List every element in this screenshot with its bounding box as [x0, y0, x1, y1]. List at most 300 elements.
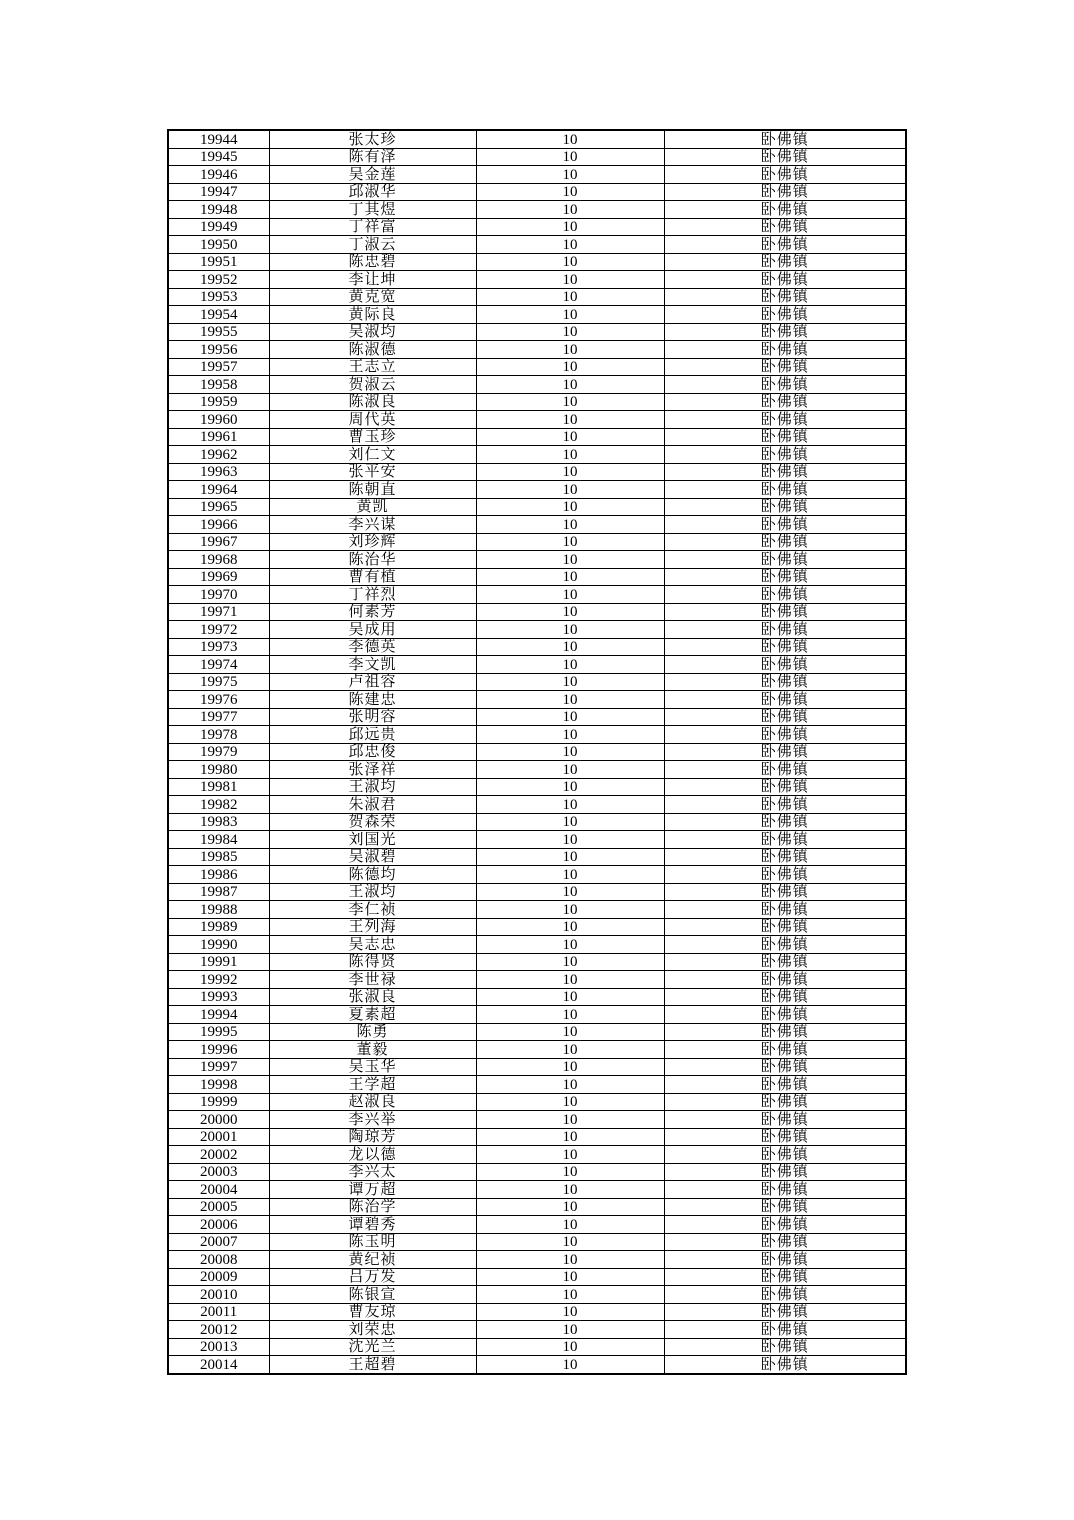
person-name-cell: 王学超: [269, 1076, 476, 1094]
table-row: [168, 1181, 906, 1199]
town-cell: 卧佛镇: [664, 1076, 906, 1094]
town-cell: 卧佛镇: [664, 253, 906, 271]
town-cell: 卧佛镇: [664, 1006, 906, 1024]
town-cell: 卧佛镇: [664, 463, 906, 481]
town-cell: 卧佛镇: [664, 516, 906, 534]
town-cell: 卧佛镇: [664, 1251, 906, 1269]
record-id-cell: 19999: [168, 1093, 269, 1111]
town-cell: 卧佛镇: [664, 656, 906, 674]
person-name-cell: 卢祖容: [269, 673, 476, 691]
table-row: [168, 1111, 906, 1129]
record-id-cell: 20014: [168, 1356, 269, 1374]
person-name-cell: 陈有泽: [269, 148, 476, 166]
table-row: [168, 1251, 906, 1269]
amount-cell: 10: [476, 1303, 664, 1321]
person-name-cell: 陈玉明: [269, 1233, 476, 1251]
amount-cell: 10: [476, 1338, 664, 1356]
amount-cell: 10: [476, 1356, 664, 1374]
person-name-cell: 何素芳: [269, 603, 476, 621]
person-name-cell: 陈朝直: [269, 481, 476, 499]
town-cell: 卧佛镇: [664, 201, 906, 219]
table-row: [168, 218, 906, 236]
table-row: [168, 1023, 906, 1041]
person-name-cell: 李兴举: [269, 1111, 476, 1129]
amount-cell: 10: [476, 708, 664, 726]
person-name-cell: 黄克宽: [269, 288, 476, 306]
amount-cell: 10: [476, 778, 664, 796]
table-row: [168, 1338, 906, 1356]
town-cell: 卧佛镇: [664, 1093, 906, 1111]
amount-cell: 10: [476, 691, 664, 709]
person-name-cell: 陈得贤: [269, 953, 476, 971]
record-id-cell: 19988: [168, 901, 269, 919]
town-cell: 卧佛镇: [664, 673, 906, 691]
amount-cell: 10: [476, 743, 664, 761]
record-id-cell: 19971: [168, 603, 269, 621]
table-row: [168, 603, 906, 621]
town-cell: 卧佛镇: [664, 586, 906, 604]
table-row: [168, 288, 906, 306]
town-cell: 卧佛镇: [664, 358, 906, 376]
table-row: [168, 673, 906, 691]
table-row: [168, 883, 906, 901]
town-cell: 卧佛镇: [664, 323, 906, 341]
amount-cell: 10: [476, 1321, 664, 1339]
town-cell: 卧佛镇: [664, 166, 906, 184]
person-name-cell: 王列海: [269, 918, 476, 936]
record-id-cell: 20006: [168, 1216, 269, 1234]
amount-cell: 10: [476, 551, 664, 569]
person-name-cell: 丁淑云: [269, 236, 476, 254]
table-row: [168, 1076, 906, 1094]
amount-cell: 10: [476, 726, 664, 744]
record-id-cell: 20004: [168, 1181, 269, 1199]
record-id-cell: 19966: [168, 516, 269, 534]
record-id-cell: 19957: [168, 358, 269, 376]
person-name-cell: 邱忠俊: [269, 743, 476, 761]
person-name-cell: 陈银宣: [269, 1286, 476, 1304]
table-row: [168, 1321, 906, 1339]
table-row: [168, 201, 906, 219]
record-id-cell: 19979: [168, 743, 269, 761]
record-id-cell: 19945: [168, 148, 269, 166]
town-cell: 卧佛镇: [664, 971, 906, 989]
table-row: [168, 166, 906, 184]
person-name-cell: 刘荣忠: [269, 1321, 476, 1339]
table-row: [168, 1163, 906, 1181]
person-name-cell: 谭万超: [269, 1181, 476, 1199]
amount-cell: 10: [476, 516, 664, 534]
amount-cell: 10: [476, 166, 664, 184]
table-row: [168, 656, 906, 674]
town-cell: 卧佛镇: [664, 953, 906, 971]
amount-cell: 10: [476, 936, 664, 954]
town-cell: 卧佛镇: [664, 621, 906, 639]
amount-cell: 10: [476, 883, 664, 901]
person-name-cell: 沈光兰: [269, 1338, 476, 1356]
record-id-cell: 19992: [168, 971, 269, 989]
table-row: [168, 411, 906, 429]
person-name-cell: 曹友琼: [269, 1303, 476, 1321]
table-row: [168, 1093, 906, 1111]
record-id-cell: 20012: [168, 1321, 269, 1339]
town-cell: 卧佛镇: [664, 568, 906, 586]
person-name-cell: 李世禄: [269, 971, 476, 989]
town-cell: 卧佛镇: [664, 376, 906, 394]
table-row: [168, 568, 906, 586]
table-row: [168, 1356, 906, 1374]
amount-cell: 10: [476, 621, 664, 639]
table-row: [168, 848, 906, 866]
town-cell: 卧佛镇: [664, 778, 906, 796]
table-row: [168, 901, 906, 919]
record-id-cell: 19967: [168, 533, 269, 551]
table-row: [168, 1058, 906, 1076]
record-id-cell: 19959: [168, 393, 269, 411]
record-id-cell: 19947: [168, 183, 269, 201]
record-id-cell: 20009: [168, 1268, 269, 1286]
table-row: [168, 148, 906, 166]
record-id-cell: 19955: [168, 323, 269, 341]
person-name-cell: 李文凯: [269, 656, 476, 674]
record-id-cell: 19960: [168, 411, 269, 429]
amount-cell: 10: [476, 148, 664, 166]
amount-cell: 10: [476, 813, 664, 831]
person-name-cell: 周代英: [269, 411, 476, 429]
amount-cell: 10: [476, 306, 664, 324]
amount-cell: 10: [476, 1128, 664, 1146]
amount-cell: 10: [476, 848, 664, 866]
town-cell: 卧佛镇: [664, 393, 906, 411]
person-name-cell: 王淑均: [269, 778, 476, 796]
record-id-cell: 20003: [168, 1163, 269, 1181]
record-id-cell: 19977: [168, 708, 269, 726]
record-id-cell: 19946: [168, 166, 269, 184]
amount-cell: 10: [476, 411, 664, 429]
record-id-cell: 19950: [168, 236, 269, 254]
person-name-cell: 张平安: [269, 463, 476, 481]
record-id-cell: 20010: [168, 1286, 269, 1304]
person-name-cell: 张明容: [269, 708, 476, 726]
table-row: [168, 253, 906, 271]
town-cell: 卧佛镇: [664, 848, 906, 866]
town-cell: 卧佛镇: [664, 1321, 906, 1339]
town-cell: 卧佛镇: [664, 428, 906, 446]
amount-cell: 10: [476, 218, 664, 236]
record-id-cell: 19986: [168, 866, 269, 884]
person-name-cell: 丁其煜: [269, 201, 476, 219]
amount-cell: 10: [476, 603, 664, 621]
table-row: [168, 743, 906, 761]
record-id-cell: 19965: [168, 498, 269, 516]
record-id-cell: 20007: [168, 1233, 269, 1251]
record-id-cell: 19954: [168, 306, 269, 324]
table-row: [168, 236, 906, 254]
record-id-cell: 19974: [168, 656, 269, 674]
town-cell: 卧佛镇: [664, 1216, 906, 1234]
table-row: [168, 1233, 906, 1251]
table-row: [168, 341, 906, 359]
person-name-cell: 吴金莲: [269, 166, 476, 184]
person-name-cell: 曹玉珍: [269, 428, 476, 446]
person-name-cell: 黄际良: [269, 306, 476, 324]
amount-cell: 10: [476, 1093, 664, 1111]
person-name-cell: 邱远贵: [269, 726, 476, 744]
record-id-cell: 19969: [168, 568, 269, 586]
town-cell: 卧佛镇: [664, 183, 906, 201]
amount-cell: 10: [476, 358, 664, 376]
person-name-cell: 赵淑良: [269, 1093, 476, 1111]
record-id-cell: 20005: [168, 1198, 269, 1216]
table-row: [168, 463, 906, 481]
amount-cell: 10: [476, 1076, 664, 1094]
record-id-cell: 19984: [168, 831, 269, 849]
town-cell: 卧佛镇: [664, 306, 906, 324]
table-row: [168, 428, 906, 446]
amount-cell: 10: [476, 988, 664, 1006]
amount-cell: 10: [476, 428, 664, 446]
table-row: [168, 481, 906, 499]
record-id-cell: 19975: [168, 673, 269, 691]
town-cell: 卧佛镇: [664, 1198, 906, 1216]
person-name-cell: 陈勇: [269, 1023, 476, 1041]
table-row: [168, 271, 906, 289]
town-cell: 卧佛镇: [664, 1286, 906, 1304]
town-cell: 卧佛镇: [664, 883, 906, 901]
amount-cell: 10: [476, 918, 664, 936]
person-name-cell: 董毅: [269, 1041, 476, 1059]
person-name-cell: 丁祥富: [269, 218, 476, 236]
table-row: [168, 130, 906, 148]
record-id-cell: 19963: [168, 463, 269, 481]
person-name-cell: 曹有植: [269, 568, 476, 586]
town-cell: 卧佛镇: [664, 1023, 906, 1041]
amount-cell: 10: [476, 1058, 664, 1076]
town-cell: 卧佛镇: [664, 481, 906, 499]
record-id-cell: 19985: [168, 848, 269, 866]
table-row: [168, 1146, 906, 1164]
table-row: [168, 1286, 906, 1304]
town-cell: 卧佛镇: [664, 1041, 906, 1059]
record-id-cell: 19980: [168, 761, 269, 779]
record-id-cell: 19948: [168, 201, 269, 219]
town-cell: 卧佛镇: [664, 603, 906, 621]
amount-cell: 10: [476, 376, 664, 394]
person-name-cell: 吴淑均: [269, 323, 476, 341]
person-name-cell: 张泽祥: [269, 761, 476, 779]
amount-cell: 10: [476, 971, 664, 989]
person-name-cell: 陈淑德: [269, 341, 476, 359]
person-name-cell: 吴成用: [269, 621, 476, 639]
table-row: [168, 516, 906, 534]
person-name-cell: 吕万发: [269, 1268, 476, 1286]
amount-cell: 10: [476, 446, 664, 464]
town-cell: 卧佛镇: [664, 866, 906, 884]
table-row: [168, 831, 906, 849]
town-cell: 卧佛镇: [664, 638, 906, 656]
amount-cell: 10: [476, 498, 664, 516]
amount-cell: 10: [476, 638, 664, 656]
amount-cell: 10: [476, 568, 664, 586]
amount-cell: 10: [476, 271, 664, 289]
town-cell: 卧佛镇: [664, 218, 906, 236]
person-name-cell: 李让坤: [269, 271, 476, 289]
amount-cell: 10: [476, 1268, 664, 1286]
amount-cell: 10: [476, 1181, 664, 1199]
table-row: [168, 1198, 906, 1216]
record-id-cell: 19968: [168, 551, 269, 569]
record-id-cell: 19978: [168, 726, 269, 744]
table-row: [168, 376, 906, 394]
person-name-cell: 王超碧: [269, 1356, 476, 1374]
table-row: [168, 551, 906, 569]
person-name-cell: 王志立: [269, 358, 476, 376]
record-id-cell: 19973: [168, 638, 269, 656]
table-row: [168, 918, 906, 936]
amount-cell: 10: [476, 393, 664, 411]
table-row: [168, 778, 906, 796]
town-cell: 卧佛镇: [664, 1356, 906, 1374]
record-id-cell: 19949: [168, 218, 269, 236]
record-id-cell: 20013: [168, 1338, 269, 1356]
table-row: [168, 358, 906, 376]
record-id-cell: 20000: [168, 1111, 269, 1129]
table-row: [168, 323, 906, 341]
amount-cell: 10: [476, 1006, 664, 1024]
amount-cell: 10: [476, 866, 664, 884]
person-name-cell: 吴淑碧: [269, 848, 476, 866]
table-row: [168, 533, 906, 551]
record-id-cell: 19996: [168, 1041, 269, 1059]
amount-cell: 10: [476, 533, 664, 551]
record-id-cell: 20002: [168, 1146, 269, 1164]
table-row: [168, 866, 906, 884]
record-id-cell: 19998: [168, 1076, 269, 1094]
town-cell: 卧佛镇: [664, 236, 906, 254]
town-cell: 卧佛镇: [664, 446, 906, 464]
amount-cell: 10: [476, 341, 664, 359]
record-id-cell: 19944: [168, 130, 269, 148]
table-row: [168, 936, 906, 954]
amount-cell: 10: [476, 1251, 664, 1269]
person-name-cell: 陈治华: [269, 551, 476, 569]
record-id-cell: 19981: [168, 778, 269, 796]
table-row: [168, 1303, 906, 1321]
amount-cell: 10: [476, 183, 664, 201]
town-cell: 卧佛镇: [664, 1181, 906, 1199]
record-id-cell: 19990: [168, 936, 269, 954]
amount-cell: 10: [476, 288, 664, 306]
amount-cell: 10: [476, 253, 664, 271]
town-cell: 卧佛镇: [664, 1303, 906, 1321]
records-table: [167, 129, 907, 1375]
person-name-cell: 陈忠碧: [269, 253, 476, 271]
person-name-cell: 邱淑华: [269, 183, 476, 201]
record-id-cell: 19989: [168, 918, 269, 936]
amount-cell: 10: [476, 201, 664, 219]
record-id-cell: 19972: [168, 621, 269, 639]
record-id-cell: 19982: [168, 796, 269, 814]
record-id-cell: 19953: [168, 288, 269, 306]
amount-cell: 10: [476, 656, 664, 674]
record-id-cell: 20008: [168, 1251, 269, 1269]
person-name-cell: 李兴太: [269, 1163, 476, 1181]
person-name-cell: 陈建忠: [269, 691, 476, 709]
amount-cell: 10: [476, 1146, 664, 1164]
amount-cell: 10: [476, 761, 664, 779]
table-row: [168, 638, 906, 656]
amount-cell: 10: [476, 1198, 664, 1216]
amount-cell: 10: [476, 1216, 664, 1234]
person-name-cell: 丁祥烈: [269, 586, 476, 604]
town-cell: 卧佛镇: [664, 533, 906, 551]
record-id-cell: 19976: [168, 691, 269, 709]
record-id-cell: 19964: [168, 481, 269, 499]
table-row: [168, 761, 906, 779]
town-cell: 卧佛镇: [664, 551, 906, 569]
amount-cell: 10: [476, 901, 664, 919]
town-cell: 卧佛镇: [664, 1268, 906, 1286]
town-cell: 卧佛镇: [664, 341, 906, 359]
table-row: [168, 691, 906, 709]
table-row: [168, 1268, 906, 1286]
town-cell: 卧佛镇: [664, 936, 906, 954]
person-name-cell: 夏素超: [269, 1006, 476, 1024]
table-row: [168, 796, 906, 814]
record-id-cell: 20001: [168, 1128, 269, 1146]
town-cell: 卧佛镇: [664, 796, 906, 814]
record-id-cell: 19991: [168, 953, 269, 971]
amount-cell: 10: [476, 586, 664, 604]
table-row: [168, 1216, 906, 1234]
town-cell: 卧佛镇: [664, 130, 906, 148]
table-row: [168, 953, 906, 971]
table-row: [168, 1041, 906, 1059]
person-name-cell: 陈治学: [269, 1198, 476, 1216]
record-id-cell: 19994: [168, 1006, 269, 1024]
record-id-cell: 19962: [168, 446, 269, 464]
person-name-cell: 刘仁文: [269, 446, 476, 464]
record-id-cell: 19997: [168, 1058, 269, 1076]
person-name-cell: 陈淑良: [269, 393, 476, 411]
amount-cell: 10: [476, 1111, 664, 1129]
person-name-cell: 吴玉华: [269, 1058, 476, 1076]
person-name-cell: 黄凯: [269, 498, 476, 516]
record-id-cell: 19952: [168, 271, 269, 289]
amount-cell: 10: [476, 130, 664, 148]
record-id-cell: 19958: [168, 376, 269, 394]
record-id-cell: 19995: [168, 1023, 269, 1041]
person-name-cell: 黄纪祯: [269, 1251, 476, 1269]
person-name-cell: 谭碧秀: [269, 1216, 476, 1234]
town-cell: 卧佛镇: [664, 691, 906, 709]
person-name-cell: 贺森荣: [269, 813, 476, 831]
town-cell: 卧佛镇: [664, 1163, 906, 1181]
town-cell: 卧佛镇: [664, 271, 906, 289]
town-cell: 卧佛镇: [664, 1233, 906, 1251]
table-row: [168, 183, 906, 201]
person-name-cell: 李德英: [269, 638, 476, 656]
table-row: [168, 988, 906, 1006]
record-id-cell: 19983: [168, 813, 269, 831]
record-id-cell: 20011: [168, 1303, 269, 1321]
person-name-cell: 张太珍: [269, 130, 476, 148]
person-name-cell: 陈德均: [269, 866, 476, 884]
town-cell: 卧佛镇: [664, 761, 906, 779]
table-row: [168, 1006, 906, 1024]
table-row: [168, 726, 906, 744]
record-id-cell: 19970: [168, 586, 269, 604]
